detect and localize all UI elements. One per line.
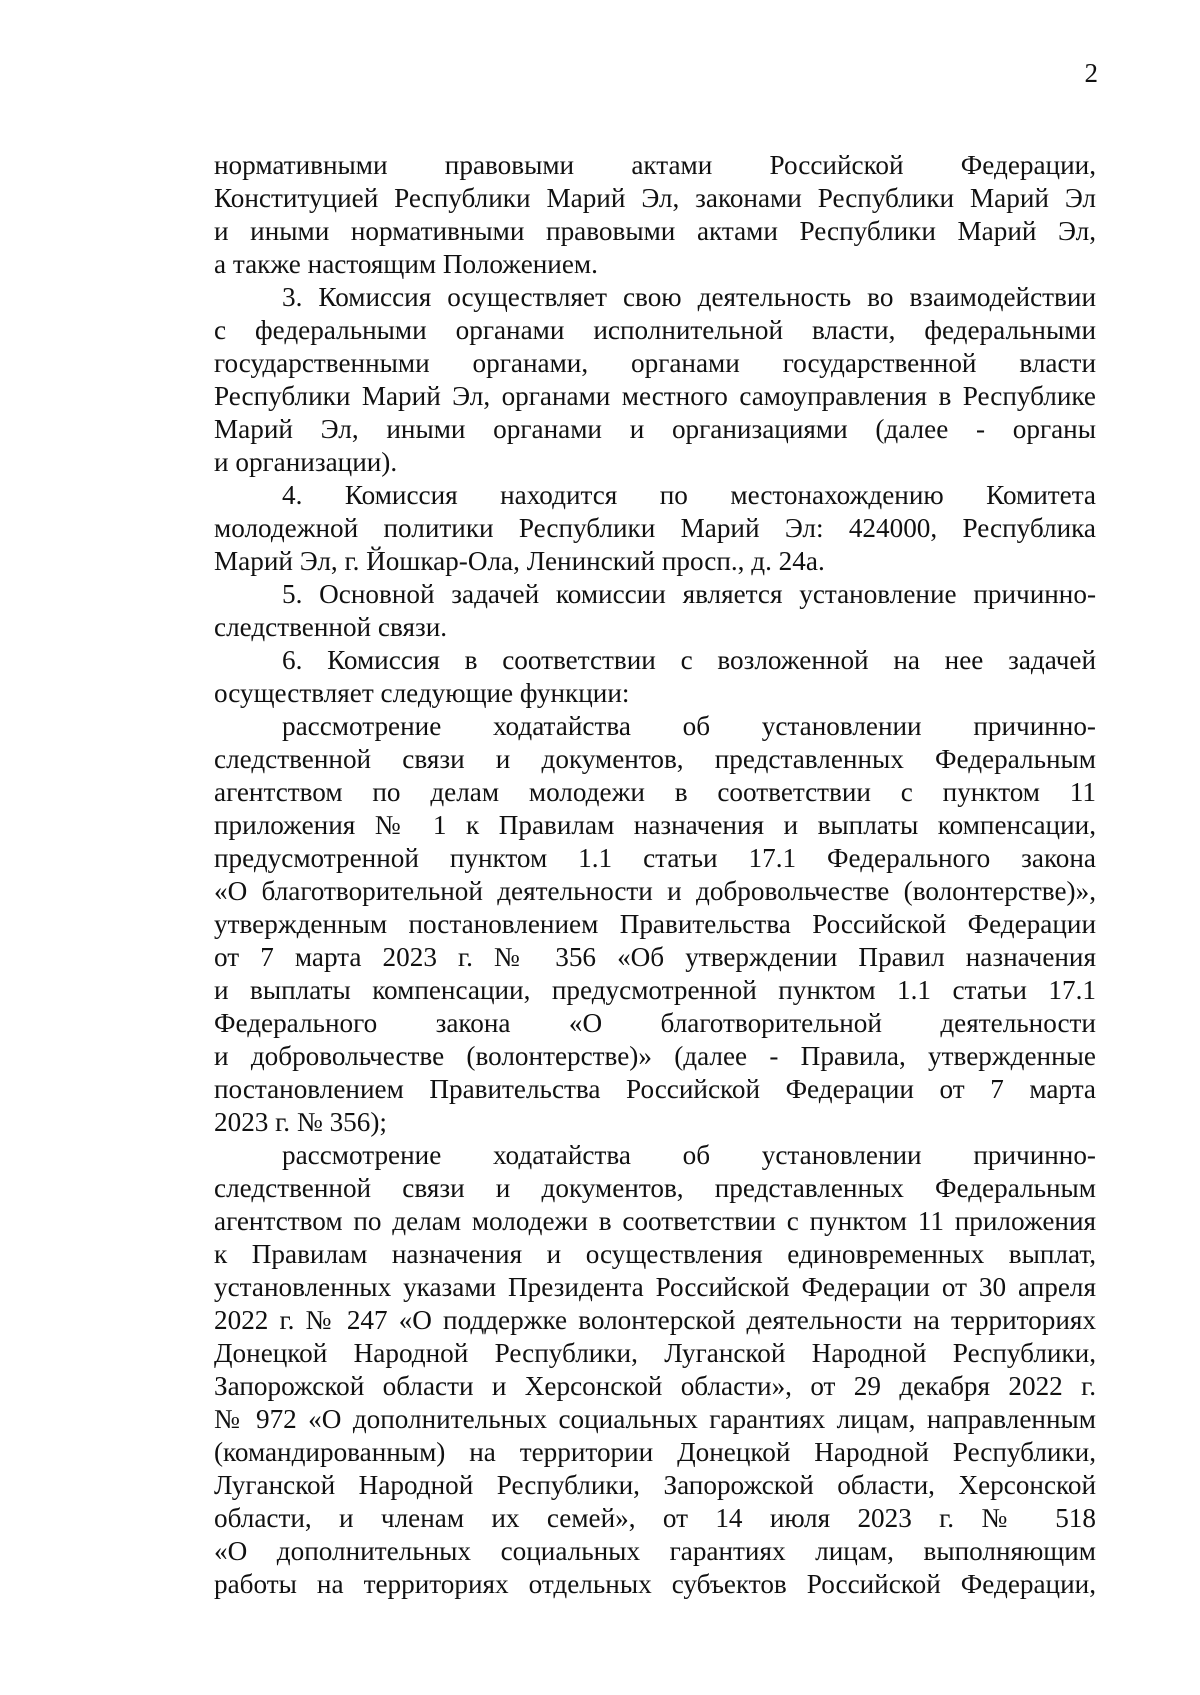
document-body [214, 149, 1096, 1601]
text-line: «О дополнительных социальных гарантиях лицам, выполняющим [214, 1536, 1096, 1566]
text-line: постановлением Правительства Российской Федерации от 7 марта [214, 1074, 1096, 1104]
text-line: нормативными правовыми актами Российской Федерации, [214, 150, 1096, 180]
text-line: рассмотрение ходатайства об установлении причинно- [282, 711, 1096, 741]
text-line: предусмотренной пунктом 1.1 статьи 17.1 Федерального закона [214, 843, 1096, 873]
text-line: и иными нормативными правовыми актами Республики Марий Эл, [214, 216, 1096, 246]
text-line: приложения № 1 к Правилам назначения и выплаты компенсации, [214, 810, 1096, 840]
text-line: (командированным) на территории Донецкой Народной Республики, [214, 1437, 1096, 1467]
text-line: «О благотворительной деятельности и добровольчестве (волонтерстве)», [214, 876, 1096, 906]
text-line: № 972 «О дополнительных социальных гарантиях лицам, направленным [214, 1404, 1096, 1434]
text-line: Запорожской области и Херсонской области», от 29 декабря 2022 г. [214, 1371, 1096, 1401]
text-line: 4. Комиссия находится по местонахождению Комитета [282, 480, 1096, 510]
text-line: молодежной политики Республики Марий Эл: 424000, Республика [214, 513, 1096, 543]
text-line: агентством по делам молодежи в соответствии с пунктом 11 [214, 777, 1096, 807]
text-line: государственными органами, органами государственной власти [214, 348, 1096, 378]
text-line: следственной связи. [214, 612, 448, 642]
text-line: Федерального закона «О благотворительной деятельности [214, 1008, 1096, 1038]
text-line: 2023 г. № 356); [214, 1107, 387, 1137]
text-line: осуществляет следующие функции: [214, 678, 630, 708]
text-line: Марий Эл, г. Йошкар-Ола, Ленинский просп., д. 24а. [214, 546, 825, 576]
text-line: области, и членам их семей», от 14 июля 2023 г. № 518 [214, 1503, 1096, 1533]
text-line: и добровольчестве (волонтерстве)» (далее - Правила, утвержденные [214, 1041, 1096, 1071]
text-line: следственной связи и документов, представленных Федеральным [214, 744, 1096, 774]
text-line: к Правилам назначения и осуществления единовременных выплат, [214, 1239, 1096, 1269]
text-line: и выплаты компенсации, предусмотренной пунктом 1.1 статьи 17.1 [214, 975, 1096, 1005]
text-line: Донецкой Народной Республики, Луганской Народной Республики, [214, 1338, 1096, 1368]
text-line: 3. Комиссия осуществляет свою деятельность во взаимодействии [282, 282, 1096, 312]
text-line: 5. Основной задачей комиссии является установление причинно- [282, 579, 1096, 609]
page-number: 2 [1084, 58, 1098, 88]
text-line: 2022 г. № 247 «О поддержке волонтерской деятельности на территориях [214, 1305, 1096, 1335]
text-line: Марий Эл, иными органами и организациями (далее - органы [214, 414, 1096, 444]
text-line: Конституцией Республики Марий Эл, законами Республики Марий Эл [214, 183, 1096, 213]
text-line: Луганской Народной Республики, Запорожской области, Херсонской [214, 1470, 1096, 1500]
text-line: агентством по делам молодежи в соответствии с пунктом 11 приложения [214, 1206, 1096, 1236]
text-line: а также настоящим Положением. [214, 249, 598, 279]
text-line: установленных указами Президента Российской Федерации от 30 апреля [214, 1272, 1096, 1302]
text-line: 6. Комиссия в соответствии с возложенной на нее задачей [282, 645, 1096, 675]
text-line: и организации). [214, 447, 398, 477]
text-line: работы на территориях отдельных субъектов Российской Федерации, [214, 1569, 1096, 1599]
text-line: следственной связи и документов, представленных Федеральным [214, 1173, 1096, 1203]
text-line: с федеральными органами исполнительной власти, федеральными [214, 315, 1096, 345]
text-line: рассмотрение ходатайства об установлении причинно- [282, 1140, 1096, 1170]
text-line: Республики Марий Эл, органами местного самоуправления в Республике [214, 381, 1096, 411]
text-line: от 7 марта 2023 г. № 356 «Об утверждении Правил назначения [214, 942, 1096, 972]
text-line: утвержденным постановлением Правительства Российской Федерации [214, 909, 1096, 939]
